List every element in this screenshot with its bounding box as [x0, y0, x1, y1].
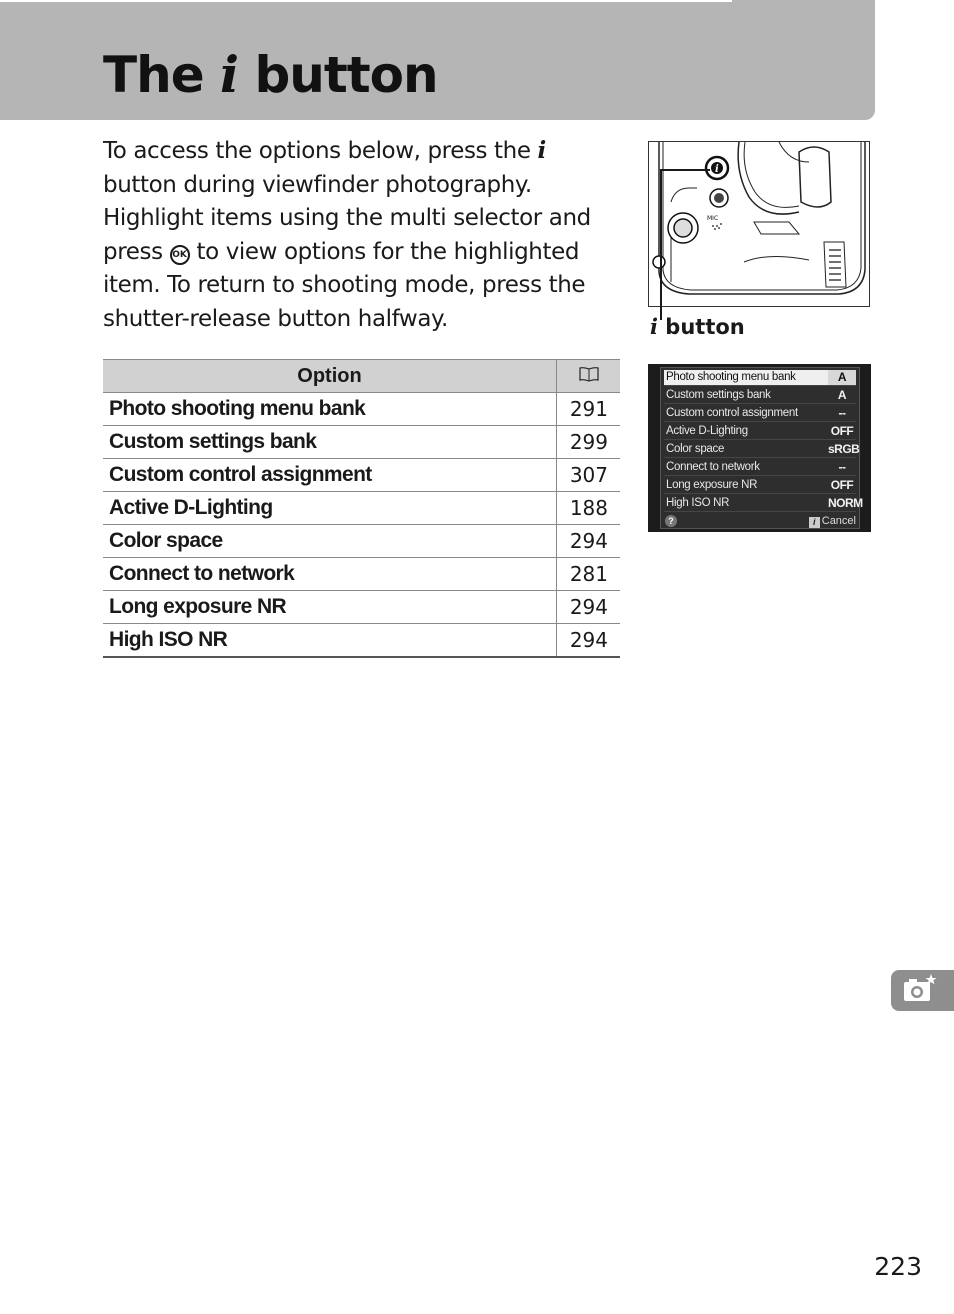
menu-row-value: OFF [830, 424, 854, 438]
menu-row-label: Active D-Lighting [666, 425, 748, 437]
menu-row-high-iso-nr [664, 496, 863, 512]
i-button-icon: i [809, 517, 820, 528]
page-cell: 307 [557, 459, 621, 492]
ok-button-icon: OK [170, 245, 190, 265]
menu-row-photo-shooting-bank [664, 370, 856, 386]
table-row [103, 426, 620, 459]
header-page [557, 360, 621, 393]
menu-bottom-bar [660, 514, 860, 530]
header-topline [0, 0, 732, 2]
table-header-row [103, 360, 620, 393]
caption-text: button [665, 315, 745, 339]
menu-row-label: Custom control assignment [666, 407, 798, 419]
menu-row-value: A [828, 370, 856, 385]
header-option: Option [103, 360, 557, 393]
table-row [103, 492, 620, 525]
option-cell: High ISO NR [103, 624, 557, 658]
option-cell: Custom control assignment [103, 459, 557, 492]
intro-part3: to view options for the highlighted item. To return to shooting mode, press the shutter-release button halfway. [103, 238, 586, 332]
menu-row-value: NORM [828, 496, 863, 510]
option-cell: Photo shooting menu bank [103, 393, 557, 426]
page-cell: 294 [557, 591, 621, 624]
menu-row-custom-control [664, 406, 856, 422]
menu-row-value: OFF [830, 478, 854, 492]
callout-line-horizontal [660, 169, 710, 171]
camera-i-button-label: i [715, 164, 719, 175]
menu-row-custom-settings-bank [664, 388, 856, 404]
figure-caption [650, 314, 745, 339]
menu-row-label: Color space [666, 443, 725, 455]
menu-row-color-space [664, 442, 860, 458]
menu-row-label: High ISO NR [666, 497, 730, 509]
mic-dots [712, 223, 722, 230]
menu-panel [660, 367, 863, 529]
page-cell: 188 [557, 492, 621, 525]
menu-row-label: Long exposure NR [666, 479, 758, 491]
callout-line-vertical [660, 170, 662, 320]
menu-row-label: Photo shooting menu bank [666, 371, 796, 383]
table-row [103, 624, 620, 658]
page-cell: 294 [557, 525, 621, 558]
menu-row-connect-network [664, 460, 856, 476]
menu-row-value: A [837, 388, 847, 402]
menu-row-label: Custom settings bank [666, 389, 771, 401]
page-cell: 281 [557, 558, 621, 591]
section-tab [891, 970, 954, 1011]
option-cell: Custom settings bank [103, 426, 557, 459]
options-table [103, 359, 620, 658]
menu-row-value: -- [838, 406, 846, 420]
page-title [103, 40, 438, 110]
i-button-glyph: i [650, 314, 658, 339]
menu-row-label: Connect to network [666, 461, 760, 473]
cancel-label: Cancel [821, 515, 856, 527]
i-button-glyph: i [537, 137, 546, 164]
intro-part2: button during viewfinder photography. Highlight items using the multi selector and press [103, 171, 591, 265]
page-number: 223 [874, 1252, 922, 1281]
menu-row-long-exposure-nr [664, 478, 856, 494]
intro-part1: To access the options below, press the [103, 138, 538, 164]
option-cell: Long exposure NR [103, 591, 557, 624]
option-cell: Active D-Lighting [103, 492, 557, 525]
table-row [103, 459, 620, 492]
camera-custom-icon [891, 970, 954, 1011]
camera-back-illustration [648, 141, 870, 307]
book-icon [578, 366, 600, 382]
title-after: button [254, 46, 438, 104]
camera-menu-screen [648, 364, 871, 532]
page-cell: 291 [557, 393, 621, 426]
option-cell: Connect to network [103, 558, 557, 591]
page-cell: 294 [557, 624, 621, 658]
menu-row-active-d-lighting [664, 424, 856, 440]
page-cell: 299 [557, 426, 621, 459]
mic-label: MIC [707, 215, 719, 222]
table-row [103, 558, 620, 591]
table-row [103, 591, 620, 624]
intro-paragraph [103, 134, 623, 337]
menu-row-value: sRGB [828, 442, 860, 456]
i-button-glyph: i [220, 45, 239, 104]
option-cell: Color space [103, 525, 557, 558]
table-row [103, 393, 620, 426]
menu-row-value: -- [838, 460, 846, 474]
title-before: The [103, 46, 204, 104]
cancel-hint [809, 515, 856, 528]
camera-body-drawing [649, 142, 870, 307]
table-row [103, 525, 620, 558]
help-icon: ? [665, 515, 677, 527]
